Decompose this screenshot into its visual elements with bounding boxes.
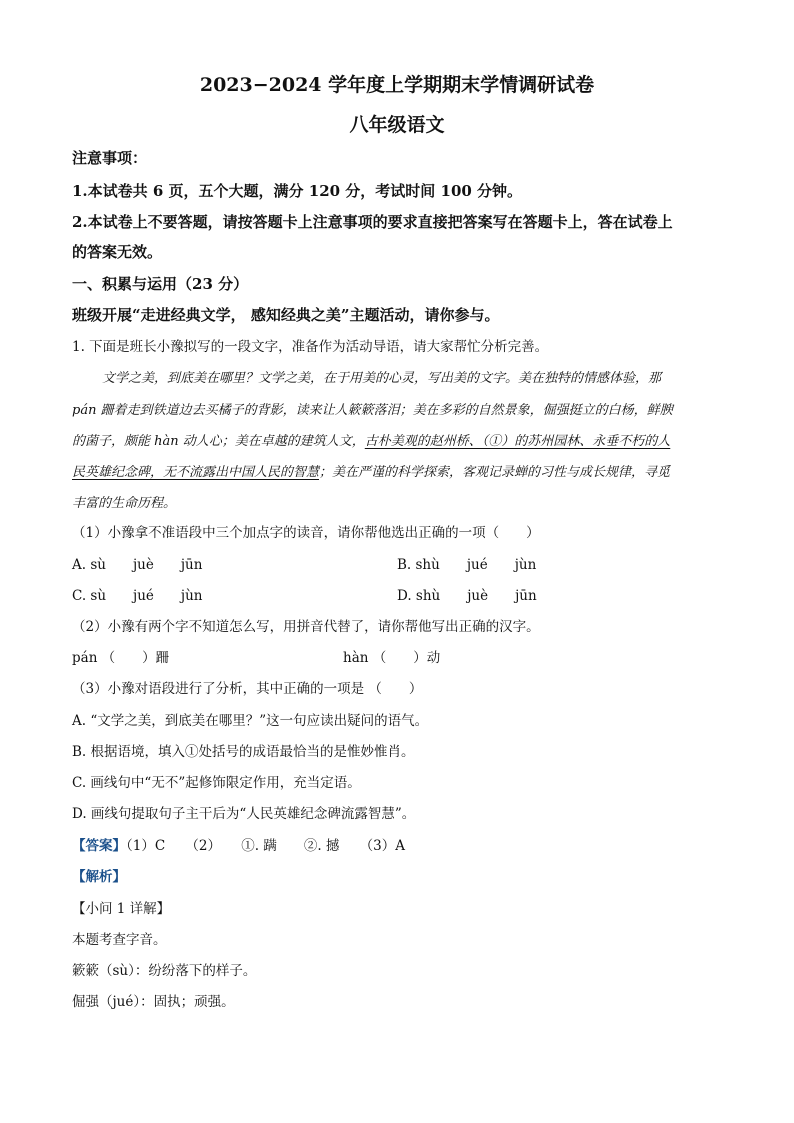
passage-line-1: 文学之美，到底美在哪里？文学之美，在于用美的心灵，写出美的文字。美在独特的情感体验，那 (102, 371, 662, 386)
sub-question-2-stem: （2）小豫有两个字不知道怎么写，用拼音代替了，请你帮他写出正确的汉字。 (72, 619, 540, 635)
sub-question-1-stem: （1）小豫拿不准语段中三个加点字的读音，请你帮他选出正确的一项（ ） (72, 525, 540, 541)
analysis-line-1: 本题考查字音。 (72, 932, 167, 948)
option-1C: C. sù jué jùn (72, 588, 203, 604)
passage-line-4 (72, 466, 670, 479)
sub-question-3-stem: （3）小豫对语段进行了分析，其中正确的一项是 （ ） (72, 681, 423, 697)
activity-intro: 班级开展“走进经典文学， 感知经典之美”主题活动，请你参与。 (72, 306, 500, 324)
passage-text: ；美在严谨的科学探索，客观记录蝉的习性与成长规律，寻觅 (319, 465, 671, 480)
section-heading: 一、积累与运用（23 分） (72, 275, 249, 293)
underlined-sentence-cont: 民英雄纪念碑，无不流露出中国人民的智慧 (72, 465, 320, 480)
notice-item-2-cont: 的答案无效。 (72, 243, 163, 261)
passage-line-5: 丰富的生命历程。 (72, 496, 177, 511)
blank-han: hàn （ ）动 (343, 650, 441, 666)
notice-heading: 注意事项： (72, 149, 148, 167)
option-3C: C. 画线句中“无不”起修饰限定作用，充当定语。 (72, 775, 361, 791)
option-1B: B. shù jué jùn (397, 557, 537, 573)
answer-text: （1）C （2） ①. 蹒 ②. 撼 （3）A (126, 838, 406, 854)
blank-pan: pán （ ）跚 (72, 650, 170, 666)
notice-item-2: 2.本试卷上不要答题，请按答题卡上注意事项的要求直接把答案写在答题卡上，答在试卷上 (72, 213, 673, 231)
option-1A: A. sù juè jūn (72, 557, 203, 573)
answer-line (72, 840, 405, 854)
analysis-line-3: 倔强（jué）：固执；顽强。 (72, 994, 235, 1010)
passage-line-3 (72, 435, 670, 448)
option-1D: D. shù juè jūn (397, 588, 537, 604)
answer-label: 【答案】 (72, 838, 126, 854)
analysis-label: 【解析】 (72, 869, 126, 885)
passage-line-2: pán 跚着走到铁道边去买橘子的背影，读来让人簌簌落泪；美在多彩的自然景象，倔强挺立的白杨，鲜腴 (72, 403, 673, 418)
notice-item-1: 1.本试卷共 6 页，五个大题，满分 120 分，考试时间 100 分钟。 (72, 182, 523, 200)
analysis-subtitle: 【小问 1 详解】 (72, 901, 171, 917)
option-3A: A. “文学之美，到底美在哪里？”这一句应读出疑问的语气。 (72, 713, 429, 729)
option-3D: D. 画线句提取句子主干后为“人民英雄纪念碑流露智慧”。 (72, 806, 416, 822)
underlined-sentence: 古朴美观的赵州桥、（①）的苏州园林、永垂不朽的人 (364, 434, 671, 449)
exam-subject: 八年级语文 (349, 114, 445, 136)
passage-text: 的菌子，颇能 hàn 动人心；美在卓越的建筑人文， (72, 434, 365, 449)
question-1-stem: 1. 下面是班长小豫拟写的一段文字，准备作为活动导语，请大家帮忙分析完善。 (72, 339, 549, 355)
option-3B: B. 根据语境，填入①处括号的成语最恰当的是惟妙惟肖。 (72, 744, 415, 760)
exam-title: 2023−2024 学年度上学期期末学情调研试卷 (199, 74, 595, 96)
analysis-line-2: 簌簌（sù）：纷纷落下的样子。 (72, 963, 257, 979)
